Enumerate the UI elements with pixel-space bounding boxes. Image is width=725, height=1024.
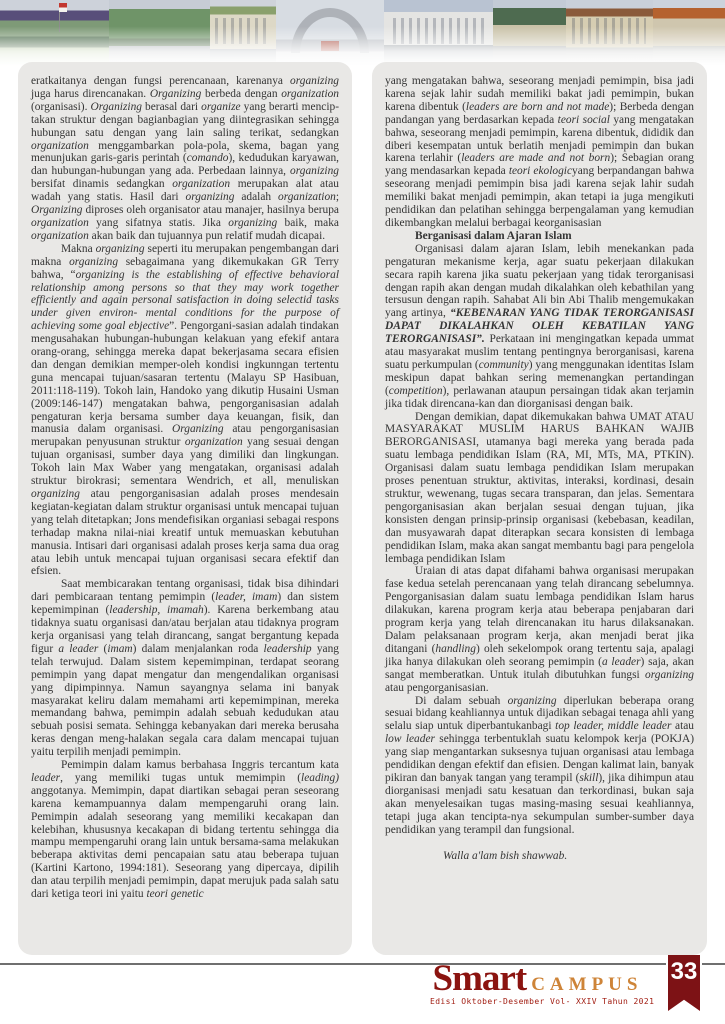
- edition-info: Edisi Oktober-Desember Vol- XXIV Tahun 2021: [430, 997, 655, 1006]
- page-number: 33: [670, 958, 698, 985]
- article-column-right: [372, 62, 707, 955]
- photo-fade-overlay: [0, 0, 725, 66]
- paragraph: Walla a'lam bish shawwab.: [443, 850, 568, 863]
- logo-campus-text: CAMPUS: [531, 974, 643, 995]
- article-column-left: [18, 62, 352, 955]
- paragraph: Pemimpin dalam kamus berbahasa Inggris tercantum kata leader, yang memiliki tugas untuk memimpin (leading) anggotanya. Memimpin, dapat diartikan sebagai peran seseorang karena kemampuannya dalam mempengaruhi orang lain. Pemimpin adalah seseorang yang memiliki kecakapan dan kelebihan, khususnya kecakapan di bidang tertentu sehingga dia mampu mempengaruhi orang lain untuk bersama-sama melakukan beberapa aktivitas demi pencapaian satu atau beberapa tujuan (Kartini Kartono, 1994:181). Seseorang yang dipercaya, dipilih dan atau terpilih menjadi pemimpin, dapat merujuk pada salah satu dari ketiga teori ini yaitu teori genetic: [31, 759, 339, 901]
- paragraph: yang mengatakan bahwa, seseorang menjadi pemimpin, bisa jadi karena sejak lahir sudah memiliki bakat jadi pemimpin, bukan karena dibentuk (leaders are born and not made); Berbeda dengan pandangan yang berdasarkan kepada teori social yang mengatakan bahwa, seseorang menjadi pemimpin, karena dibentuk, dididik dan diberi kesempatan untuk berlatih menjadi pemimpin dan bukan karena terlahir (leaders are made and not born); Sebagian orang yang mendasarkan kepada teori ekologicyang berpandangan bahwa seseorang menjadi pemimpin bisa jadi karena sejak lahir sudah memiliki bakat menjadi pemimpin, akan tetapi ia juga mengikuti pendidikan dan pelatihan sehingga berpengalaman yang kemudian dikembangkan melalui berbagai keorganisasian: [385, 75, 695, 229]
- paragraph: Uraian di atas dapat difahami bahwa organisasi merupakan fase kedua setelah perencanaan yang telah dirancang sebelumnya. Pengorganisasian dalam suatu lembaga pendidikan Islam harus dilakukan, karena program kerja atau beberapa penjabaran dari program kerja yang telah direncanakan itu harus dilaksanakan. Dalam pelaksanaan program kerja, akan menjadi berat jika ditangani (handling) oleh sekelompok orang tertentu saja, apalagi jika hanya dilakukan oleh seorang pemimpin (a leader) saja, akan sangat memberatkan. Untuk itulah dibutuhkan fungsi organizing atau pengorganisasian.: [385, 565, 694, 694]
- logo-smart-text: Smart: [432, 958, 527, 999]
- section-heading: Berganisasi dalam Ajaran Islam: [415, 229, 572, 242]
- paragraph: Makna organizing seperti itu merupakan pengembangan dari makna organizing sebagaimana yang dikemukakan GR Terry bahwa, “organizing is the establishing of effective behavioral relationship among persons so that they may work together efficiently and again personal satisfaction in doing selectid tasks under given environ- mental conditions for the purpose of achieving some goal ebjective”. Pengorgani-sasian adalah tindakan mengusahakan hubungan-hubungan kelakuan yang efekif antara orang-orang, sehingga mereka dapat bekerjasama secara efisien dan dengan demikian memper-oleh kondisi ingkunngan tertentu guna mencapai tujuan/sasaran tertentu (Malayu SP Hasibuan, 2011:118-119). Tokoh lain, Handoko yang dikutip Husaini Usman (2009:146-147) mengatakan bahwa, pengorganisasian adalah pengaturan kerja bersama sumber daya keuangan, fisik, dan manusia dalam organisasi. Organizing atau pengorganisasian merupakan penyusunan struktur organization yang sesuai dengan tujuan organisasi, sumber daya yang dimiliki dan lingkungan. Tokoh lain Max Waber yang mengatakan, organisasi adalah struktur birokrasi; sementara Wendrich, et all, menuliskan organizing atau pengorganisasian adalah proses mendesain kegiatan-kegiatan dalam struktur organisasi untuk mencapai tujuan yang telah ditetapkan; Jons mendefisikan organiasi sebagai respons terhadap makna nilai-niai kreatif untuk memuaskan kebutuhan manusia. Intisari dari organisasi adalah proses kerja sama dua orag atau lebih untuk mencapai tujuan organisasi secara efektif dan efsien.: [31, 242, 339, 578]
- campus-photo-collage: [0, 0, 725, 66]
- magazine-brand: [430, 958, 655, 1006]
- paragraph: Dengan demikian, dapat dikemukakan bahwa UMAT ATAU MASYARAKAT MUSLIM HARUS BAHKAN WAJIB BERORGANISASI, utamanya bagi mereka yang berada pada suatu lembaga pendidikan Islam (RA, MI, MTs, MA, PTKIN). Organisasi dalam suatu lembaga pendidikan Islam merupakan proses penentuan struktur, aktivitas, interaksi, kordinasi, desain struktur, wewenang, tugas secara transparan, dan jelas. Sementara pengorganisasian akan berjalan sesuai dengan tujuan, jika konsisten dengan prinsip-prinsip organisasi (kebebasan, keadilan, dan musyawarah dapat diterapkan secara konsisten di lembaga pendidikan Islam, maka akan sangat membantu bagi para pengelola lembaga pendidikan Islam: [385, 410, 694, 565]
- paragraph: Saat membicarakan tentang organisasi, tidak bisa dihindari dari pembicaraan tentang pemimpin (leader, imam) dan sistem kepemimpinan (leadership, imamah). Karena berkembang atau tidaknya suatu organisasi dan/atau berjalan atau tidaknya program kerja organisasi yang telah dirancang, sangat bergantung kepada figur a leader (imam) dalam menjalankan roda leadership yang telah terwujud. Dalam sistem kepemimpinan, terdapat seorang pemimpin yang dapat mengatur dan mengendalikan organisasi yang dipimpinnya. Namun sayangnya selama ini banyak masyarakat keliru dalam memahami arti kepemimpinan, mereka memandang bahwa, pemimpin adalah sebuah kedudukan atau sebuah posisi semata. Sehingga kebanyakan dari mereka berusaha keras dengan meng-halakan segala cara dalam mencapai tujuan yaitu terpilih menjadi pemimpin.: [31, 578, 340, 759]
- magazine-logo: [430, 958, 645, 999]
- paragraph: Organisasi dalam ajaran Islam, lebih menekankan pada pengaturan mekanisme kerja, agar suatu pekerjaan dilakukan secara rapih karena jika suatu pekerjaan yang tidak terorganisasi dengan rapih akan dengan mudah dikalahkan oleh kebathilan yang tersusun dengan rapih. Sahabat Ali bin Abi Thalib mengemukakan yang artinya, “KEBENARAN YANG TIDAK TERORGANISASI DAPAT DIKALAHKAN OLEH KEBATILAN YANG TERORGANISASI”. Perkataan ini mengingatkan kepada ummat atau masyarakat muslim tentang pentingnya berorganisasi, karena suatu perkumpulan (community) yang menggunakan identitas Islam meskipun dapat bahkan sering memenangkan pertandingan (competition), perlawanan ataupun persaingan tidak akan terjamin jika tidak direncana-kan dan diorganisasi dengan baik.: [385, 242, 694, 410]
- paragraph: Di dalam sebuah organizing diperlukan beberapa orang sesuai bidang keahliannya untuk dijadikan sebagai tenaga ahli yang selalu siap untuk diperbantukanbagi top leader, middle leader atau low leader sehingga terbentuklah suatu kelompok kerja (POKJA) yang siap mengantarkan suksesnya tujuan organisasi atau lembaga pendidikan dengan efektif dan efisien. Dengan kalimat lain, banyak pikiran dan banyak tangan yang terampil (skill), jika dihimpun atau diorganisasi menjadi satu kesatuan dan terkordinasi, bukan saja akan menyelesaikan tugas masing-masing sesuai keahliannya, tetapi juga akan tencipta-nya sekumpulan sumber-sumber daya pendidikan yang terampil dan fungsional.: [385, 694, 695, 836]
- paragraph: eratkaitanya dengan fungsi perencanaan, karenanya organizing juga harus direncanakan. Organizing berbeda dengan organization (organisasi). Organizing berasal dari organize yang berarti mencip-takan struktur dengan bagianbagian yang diintegrasikan sehingga hubungan satu dengan yang lain saling terikat, sedangkan organization menggambarkan pola-pola, skema, bagan yang menunjukan garis-garis perintah (comando), kedudukan karyawan, dan hubungan-hubungan yang ada. Perbedaan lainnya, organizing bersifat dinamis sedangkan organization merupakan alat atau wadah yang statis. Hasil dari organizing adalah organization; Organizing diproses oleh organisator atau manajer, hasilnya berupa organization yang sifatnya statis. Jika organizing baik, maka organization akan baik dan tujuannya pun relatif mudah dicapai.: [31, 75, 340, 242]
- page-number-ribbon: [666, 955, 702, 1015]
